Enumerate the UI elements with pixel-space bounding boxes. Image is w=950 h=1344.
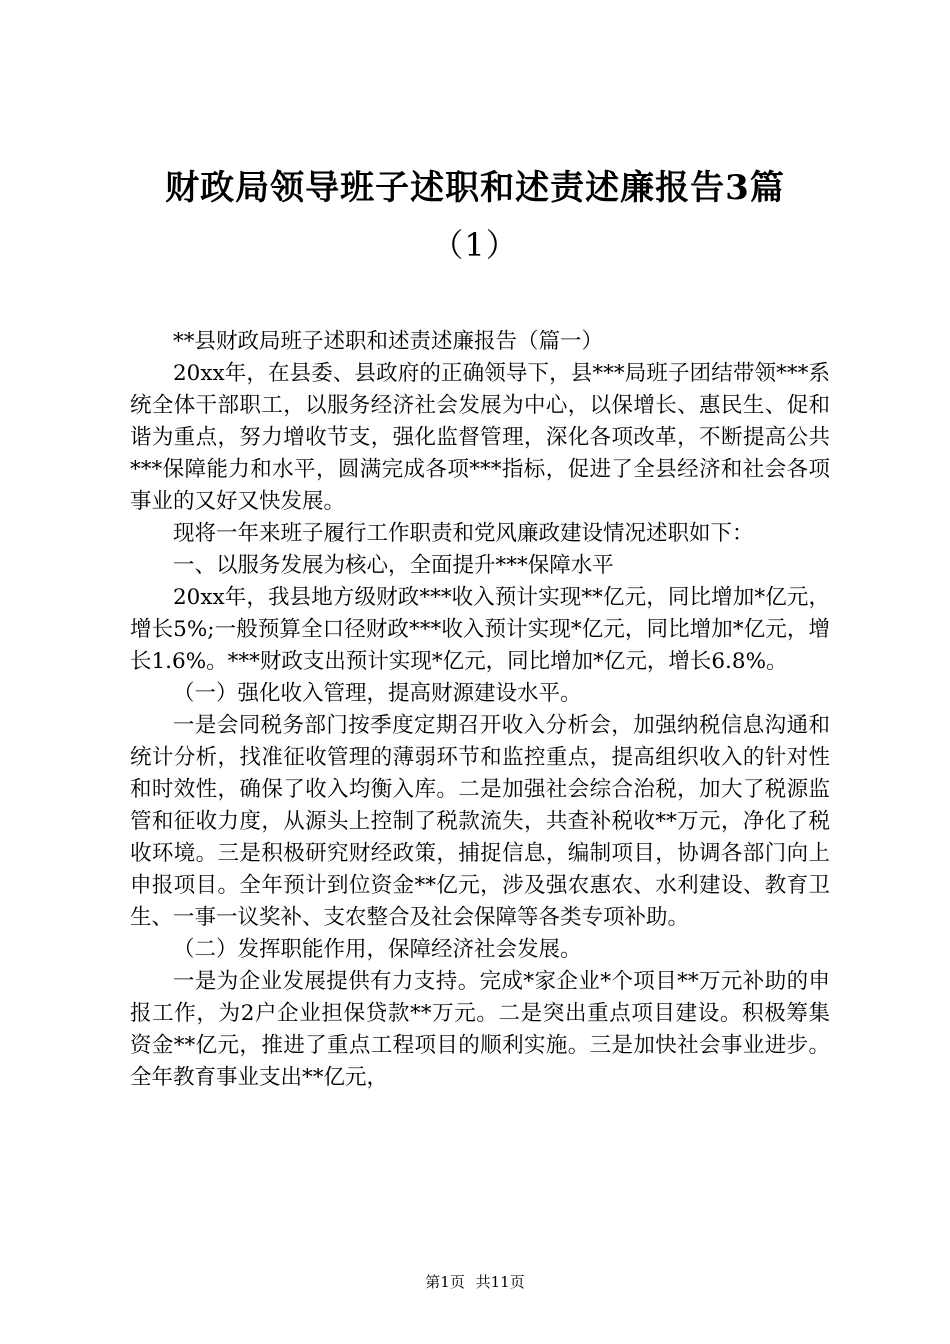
- document-body: [130, 326, 830, 1094]
- body-paragraph: 20xx年，我县地方级财政***收入预计实现**亿元，同比增加*亿元，增长5%;一般预算全口径财政***收入预计实现*亿元，同比增加*亿元，增长1.6%。***财政支出预计实现*亿元，同比增加*亿元，增长6.8%。: [130, 585, 830, 674]
- subsection-heading: （二）发挥职能作用，保障经济社会发展。: [173, 937, 582, 962]
- report-heading: **县财政局班子述职和述责述廉报告（篇一）: [173, 329, 604, 354]
- body-paragraph: 一是为企业发展提供有力支持。完成*家企业*个项目**万元补助的申报工作，为2户企业担保贷款**万元。二是突出重点项目建设。积极筹集资金**亿元，推进了重点工程项目的顺利实施。三是加快社会事业进步。全年教育事业支出**亿元，: [130, 969, 830, 1090]
- section-heading: 一、以服务发展为核心，全面提升***保障水平: [173, 553, 614, 578]
- body-paragraph: 现将一年来班子履行工作职责和党风廉政建设情况述职如下：: [173, 521, 754, 546]
- page-number: 第1页: [425, 1273, 465, 1291]
- page-total: 共11页: [475, 1273, 525, 1291]
- document-title-part-number: （1）: [431, 226, 519, 264]
- page-footer: [0, 1271, 950, 1292]
- body-paragraph: 一是会同税务部门按季度定期召开收入分析会，加强纳税信息沟通和统计分析，找准征收管理的薄弱环节和监控重点，提高组织收入的针对性和时效性，确保了收入均衡入库。二是加强社会综合治税，加大了税源监管和征收力度，从源头上控制了税款流失，共查补税收**万元，净化了税收环境。三是积极研究财经政策，捕捉信息，编制项目，协调各部门向上申报项目。全年预计到位资金**亿元，涉及强农惠农、水利建设、教育卫生、一事一议奖补、支农整合及社会保障等各类专项补助。: [130, 713, 830, 930]
- document-title: 财政局领导班子述职和述责述廉报告3篇: [165, 168, 785, 208]
- body-paragraph: 20xx年，在县委、县政府的正确领导下，县***局班子团结带领***系统全体干部职工，以服务经济社会发展为中心，以保增长、惠民生、促和谐为重点，努力增收节支，强化监督管理，深化各项改革，不断提高公共***保障能力和水平，圆满完成各项***指标，促进了全县经济和社会各项事业的又好又快发展。: [130, 361, 830, 514]
- subsection-heading: （一）强化收入管理，提高财源建设水平。: [173, 681, 582, 706]
